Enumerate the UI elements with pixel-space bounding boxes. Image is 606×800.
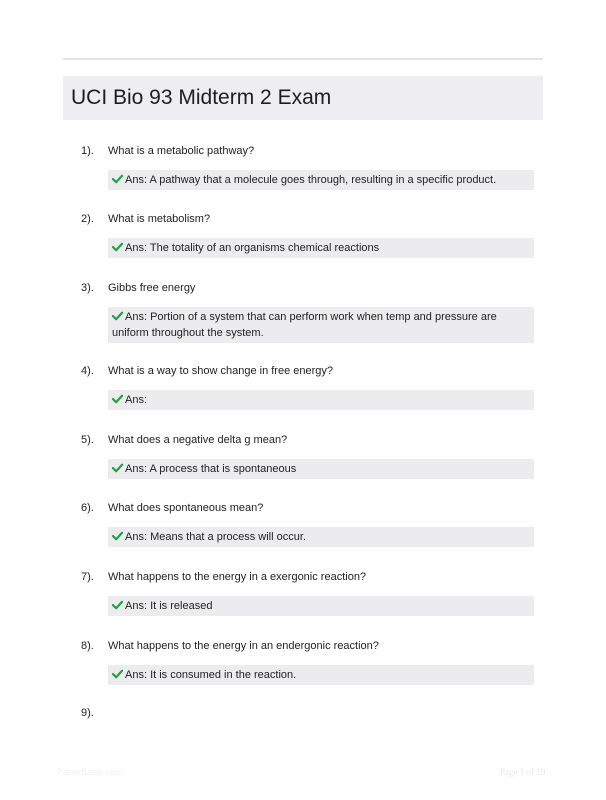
answer-box — [108, 527, 534, 547]
answer-text: Ans: A process that is spontaneous — [125, 463, 297, 475]
answer-box — [108, 665, 534, 685]
check-icon — [112, 174, 123, 184]
question-number: 8). — [81, 640, 94, 652]
answer-text: Ans: The totality of an organisms chemical reactions — [125, 242, 380, 254]
question-number: 2). — [81, 213, 94, 225]
question-text: What is a way to show change in free energy? — [108, 365, 334, 377]
footer-watermark: PaperBasic.com — [57, 767, 123, 777]
check-icon — [112, 669, 123, 679]
answer-text: Ans: It is consumed in the reaction. — [125, 669, 297, 681]
question-number: 7). — [81, 571, 94, 583]
question-number: 4). — [81, 365, 94, 377]
question-text: What happens to the energy in a exergonic reaction? — [108, 571, 367, 583]
answer-box — [108, 390, 534, 410]
page-number: Page 1 of 19 — [500, 767, 546, 777]
check-icon — [112, 242, 123, 252]
question-text: Gibbs free energy — [108, 282, 196, 294]
question-number: 5). — [81, 434, 94, 446]
answer-text: Ans: It is released — [125, 600, 213, 612]
answer-box — [108, 170, 534, 190]
answer-text: Ans: Means that a process will occur. — [125, 531, 306, 543]
check-icon — [112, 463, 123, 473]
title-band — [63, 76, 543, 120]
answer-text: Ans: — [125, 394, 148, 406]
question-text: What does a negative delta g mean? — [108, 434, 288, 446]
question-number: 9). — [81, 707, 94, 719]
check-icon — [112, 531, 123, 541]
question-text: What is a metabolic pathway? — [108, 145, 255, 157]
check-icon — [112, 394, 123, 404]
answer-box — [108, 596, 534, 616]
question-text: What does spontaneous mean? — [108, 502, 264, 514]
answer-box — [108, 307, 534, 343]
question-number: 3). — [81, 282, 94, 294]
answer-box — [108, 459, 534, 479]
answer-text: Ans: Portion of a system that can perform work when temp and pressure are uniform throughout the system. — [112, 311, 497, 339]
answer-text: Ans: A pathway that a molecule goes through, resulting in a specific product. — [125, 174, 497, 186]
question-number: 1). — [81, 145, 94, 157]
answer-box — [108, 238, 534, 258]
check-icon — [112, 311, 123, 321]
question-number: 6). — [81, 502, 94, 514]
question-text: What happens to the energy in an endergonic reaction? — [108, 640, 379, 652]
page-title: UCI Bio 93 Midterm 2 Exam — [71, 86, 332, 109]
check-icon — [112, 600, 123, 610]
top-divider — [63, 58, 543, 60]
question-text: What is metabolism? — [108, 213, 211, 225]
